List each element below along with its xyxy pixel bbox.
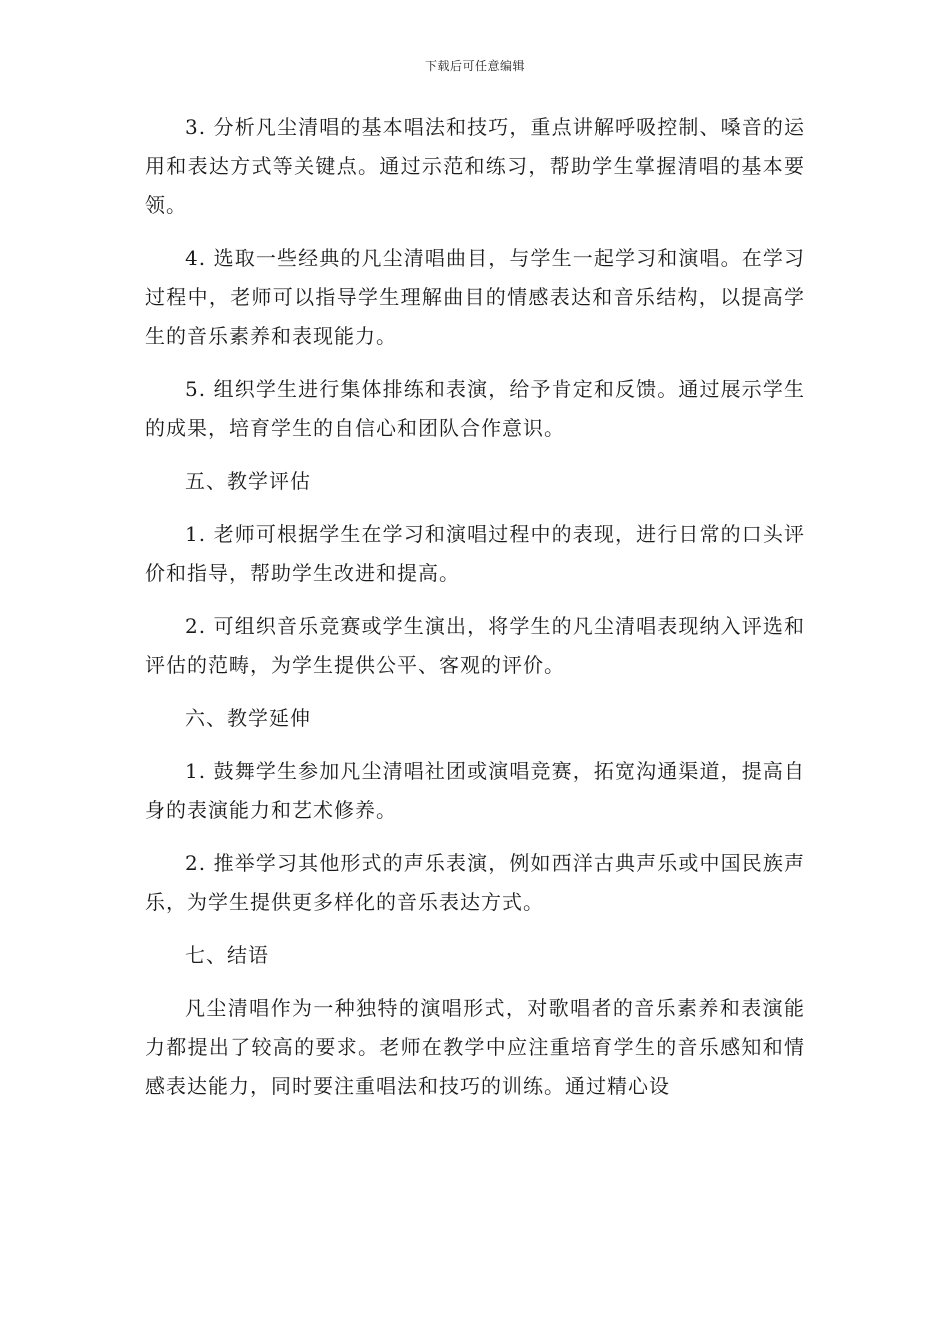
section-heading-conclusion: 七、结语 bbox=[185, 943, 269, 967]
page-header: 下载后可任意编辑 bbox=[424, 59, 525, 73]
document-body bbox=[145, 108, 805, 1120]
paragraph-item-4: 4. 选取一些经典的凡尘清唱曲目，与学生一起学习和演唱。在学习过程中，老师可以指导学生理解曲目的情感表达和音乐结构，以提高学生的音乐素养和表现能力。 bbox=[145, 246, 805, 348]
paragraph-item-5: 5. 组织学生进行集体排练和表演，给予肯定和反馈。通过展示学生的成果，培育学生的自信心和团队合作意识。 bbox=[145, 377, 805, 440]
section-heading-evaluation: 五、教学评估 bbox=[185, 469, 311, 493]
paragraph-conclusion: 凡尘清唱作为一种独特的演唱形式，对歌唱者的音乐素养和表演能力都提出了较高的要求。老师在教学中应注重培育学生的音乐感知和情感表达能力，同时要注重唱法和技巧的训练。通过精心设 bbox=[145, 996, 805, 1098]
paragraph-evaluation-1: 1. 老师可根据学生在学习和演唱过程中的表现，进行日常的口头评价和指导，帮助学生改进和提高。 bbox=[145, 522, 805, 585]
paragraph-extension-1: 1. 鼓舞学生参加凡尘清唱社团或演唱竞赛，拓宽沟通渠道，提高自身的表演能力和艺术修养。 bbox=[145, 759, 805, 822]
paragraph-item-3: 3. 分析凡尘清唱的基本唱法和技巧，重点讲解呼吸控制、嗓音的运用和表达方式等关键点。通过示范和练习，帮助学生掌握清唱的基本要领。 bbox=[145, 115, 805, 217]
paragraph-evaluation-2: 2. 可组织音乐竞赛或学生演出，将学生的凡尘清唱表现纳入评选和评估的范畴，为学生提供公平、客观的评价。 bbox=[145, 614, 805, 677]
paragraph-extension-2: 2. 推举学习其他形式的声乐表演，例如西洋古典声乐或中国民族声乐，为学生提供更多样化的音乐表达方式。 bbox=[145, 851, 805, 914]
section-heading-extension: 六、教学延伸 bbox=[185, 706, 311, 730]
